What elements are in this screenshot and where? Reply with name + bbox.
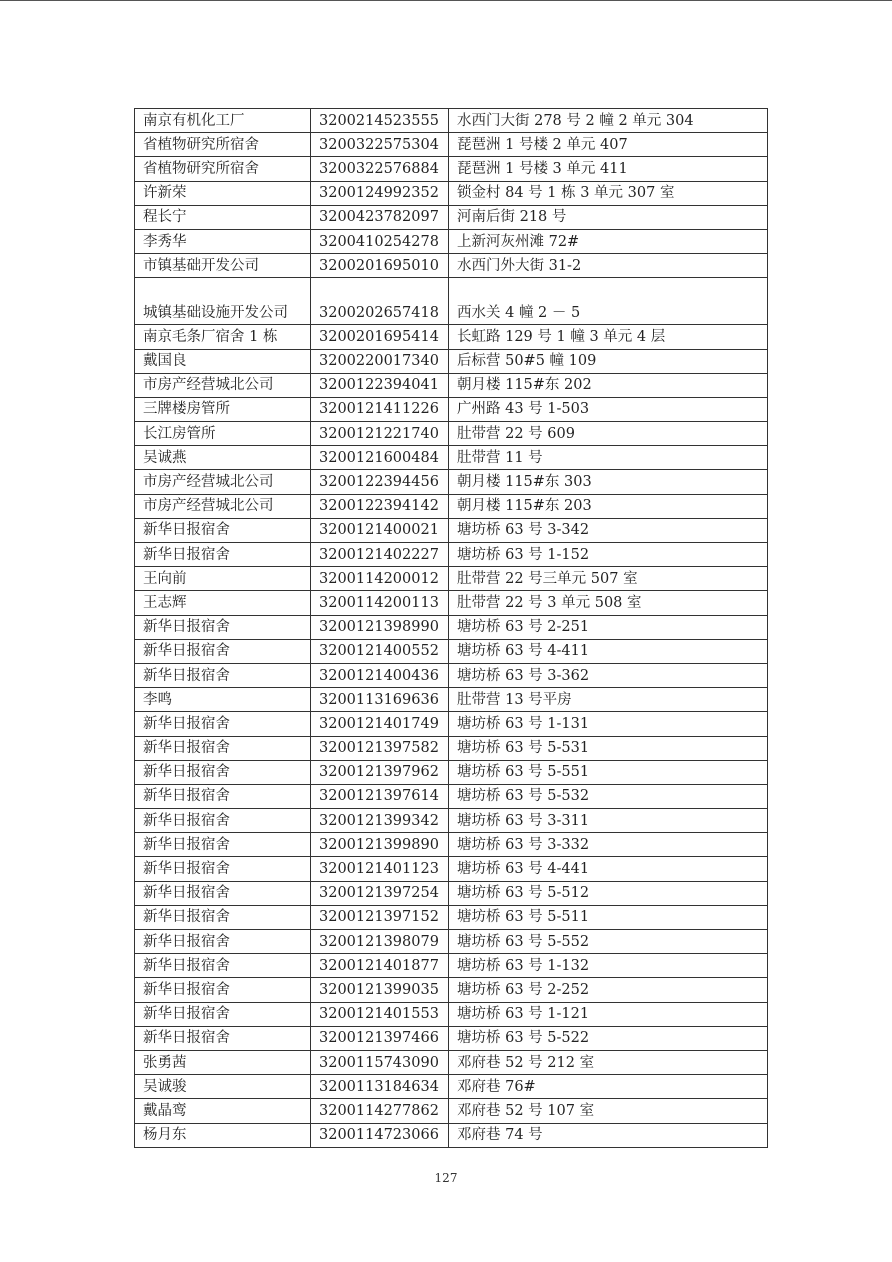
address-cell: 长虹路 129 号 1 幢 3 单元 4 层 xyxy=(449,325,768,349)
account-number-cell: 3200114723066 xyxy=(311,1123,449,1147)
page-number: 127 xyxy=(434,1171,458,1185)
address-cell: 西水关 4 幢 2 － 5 xyxy=(449,278,768,325)
name-cell: 新华日报宿舍 xyxy=(135,712,311,736)
name-cell: 新华日报宿舍 xyxy=(135,857,311,881)
name-cell: 新华日报宿舍 xyxy=(135,833,311,857)
table-row xyxy=(135,809,768,833)
name-cell: 新华日报宿舍 xyxy=(135,639,311,663)
name-cell: 省植物研究所宿舍 xyxy=(135,133,311,157)
account-number-cell: 3200113169636 xyxy=(311,688,449,712)
address-cell: 塘坊桥 63 号 2-252 xyxy=(449,978,768,1002)
name-cell: 戴晶鸾 xyxy=(135,1099,311,1123)
table-row xyxy=(135,1050,768,1074)
name-cell: 杨月东 xyxy=(135,1123,311,1147)
name-cell: 市房产经营城北公司 xyxy=(135,470,311,494)
address-cell: 塘坊桥 63 号 4-411 xyxy=(449,639,768,663)
address-cell: 塘坊桥 63 号 3-311 xyxy=(449,809,768,833)
table-row xyxy=(135,1123,768,1147)
name-cell: 新华日报宿舍 xyxy=(135,736,311,760)
account-number-cell: 3200121397582 xyxy=(311,736,449,760)
name-cell: 新华日报宿舍 xyxy=(135,881,311,905)
address-cell: 朝月楼 115#东 303 xyxy=(449,470,768,494)
account-number-cell: 3200121397152 xyxy=(311,905,449,929)
address-cell: 塘坊桥 63 号 1-132 xyxy=(449,954,768,978)
table-row xyxy=(135,470,768,494)
address-cell: 塘坊桥 63 号 5-551 xyxy=(449,760,768,784)
account-number-cell: 3200121401749 xyxy=(311,712,449,736)
table-row xyxy=(135,325,768,349)
table-row xyxy=(135,373,768,397)
table-row xyxy=(135,181,768,205)
address-cell: 广州路 43 号 1-503 xyxy=(449,397,768,421)
table-row xyxy=(135,736,768,760)
table-row xyxy=(135,591,768,615)
name-cell: 新华日报宿舍 xyxy=(135,930,311,954)
account-number-cell: 3200124992352 xyxy=(311,181,449,205)
table-row xyxy=(135,278,768,325)
address-cell: 琵琶洲 1 号楼 3 单元 411 xyxy=(449,157,768,181)
address-cell: 水西门外大街 31-2 xyxy=(449,254,768,278)
address-cell: 邓府巷 76# xyxy=(449,1075,768,1099)
account-number-cell: 3200121401123 xyxy=(311,857,449,881)
name-cell: 省植物研究所宿舍 xyxy=(135,157,311,181)
name-cell: 张勇茜 xyxy=(135,1050,311,1074)
table-row xyxy=(135,688,768,712)
name-cell: 南京有机化工厂 xyxy=(135,109,311,133)
table-row xyxy=(135,615,768,639)
table-row xyxy=(135,930,768,954)
table-row xyxy=(135,133,768,157)
account-number-cell: 3200121401877 xyxy=(311,954,449,978)
address-cell: 塘坊桥 63 号 5-511 xyxy=(449,905,768,929)
table-row xyxy=(135,1075,768,1099)
address-cell: 塘坊桥 63 号 5-531 xyxy=(449,736,768,760)
account-number-cell: 3200121397254 xyxy=(311,881,449,905)
address-cell: 水西门大街 278 号 2 幢 2 单元 304 xyxy=(449,109,768,133)
account-number-cell: 3200214523555 xyxy=(311,109,449,133)
table-row xyxy=(135,857,768,881)
table-row xyxy=(135,712,768,736)
name-cell: 市镇基础开发公司 xyxy=(135,254,311,278)
account-number-cell: 3200201695414 xyxy=(311,325,449,349)
table-row xyxy=(135,422,768,446)
name-cell: 市房产经营城北公司 xyxy=(135,373,311,397)
name-cell: 许新荣 xyxy=(135,181,311,205)
address-cell: 肚带营 13 号平房 xyxy=(449,688,768,712)
name-cell: 市房产经营城北公司 xyxy=(135,494,311,518)
account-number-cell: 3200121397962 xyxy=(311,760,449,784)
name-cell: 新华日报宿舍 xyxy=(135,978,311,1002)
account-number-cell: 3200121600484 xyxy=(311,446,449,470)
address-cell: 塘坊桥 63 号 1-131 xyxy=(449,712,768,736)
name-cell: 王志辉 xyxy=(135,591,311,615)
table-row xyxy=(135,254,768,278)
top-border-line xyxy=(0,0,892,1)
address-cell: 塘坊桥 63 号 3-342 xyxy=(449,518,768,542)
address-cell: 塘坊桥 63 号 5-522 xyxy=(449,1026,768,1050)
table-row xyxy=(135,109,768,133)
table-row xyxy=(135,543,768,567)
account-table xyxy=(134,108,768,1148)
name-cell: 李秀华 xyxy=(135,229,311,253)
name-cell: 吴诚骏 xyxy=(135,1075,311,1099)
account-number-cell: 3200220017340 xyxy=(311,349,449,373)
account-number-cell: 3200121398990 xyxy=(311,615,449,639)
address-cell: 肚带营 22 号 3 单元 508 室 xyxy=(449,591,768,615)
name-cell: 新华日报宿舍 xyxy=(135,1002,311,1026)
name-cell: 新华日报宿舍 xyxy=(135,784,311,808)
address-cell: 上新河灰州滩 72# xyxy=(449,229,768,253)
address-cell: 肚带营 11 号 xyxy=(449,446,768,470)
address-cell: 邓府巷 74 号 xyxy=(449,1123,768,1147)
name-cell: 长江房管所 xyxy=(135,422,311,446)
account-number-cell: 3200121400436 xyxy=(311,663,449,687)
account-number-cell: 3200114200012 xyxy=(311,567,449,591)
name-cell: 新华日报宿舍 xyxy=(135,905,311,929)
account-number-cell: 3200114277862 xyxy=(311,1099,449,1123)
name-cell: 戴国良 xyxy=(135,349,311,373)
account-number-cell: 3200121398079 xyxy=(311,930,449,954)
account-number-cell: 3200121221740 xyxy=(311,422,449,446)
address-cell: 塘坊桥 63 号 4-441 xyxy=(449,857,768,881)
table-row xyxy=(135,905,768,929)
name-cell: 吴诚燕 xyxy=(135,446,311,470)
table-row xyxy=(135,1026,768,1050)
address-cell: 塘坊桥 63 号 2-251 xyxy=(449,615,768,639)
name-cell: 新华日报宿舍 xyxy=(135,663,311,687)
address-cell: 琵琶洲 1 号楼 2 单元 407 xyxy=(449,133,768,157)
account-number-cell: 3200121397614 xyxy=(311,784,449,808)
account-number-cell: 3200423782097 xyxy=(311,205,449,229)
address-cell: 锁金村 84 号 1 栋 3 单元 307 室 xyxy=(449,181,768,205)
account-number-cell: 3200121400021 xyxy=(311,518,449,542)
name-cell: 新华日报宿舍 xyxy=(135,543,311,567)
name-cell: 李鸣 xyxy=(135,688,311,712)
table-row xyxy=(135,349,768,373)
table-row xyxy=(135,205,768,229)
account-table-body xyxy=(135,109,768,1148)
address-cell: 塘坊桥 63 号 1-152 xyxy=(449,543,768,567)
address-cell: 河南后街 218 号 xyxy=(449,205,768,229)
account-number-cell: 3200114200113 xyxy=(311,591,449,615)
name-cell: 新华日报宿舍 xyxy=(135,809,311,833)
address-cell: 塘坊桥 63 号 5-552 xyxy=(449,930,768,954)
table-row xyxy=(135,954,768,978)
account-number-cell: 3200121399342 xyxy=(311,809,449,833)
address-cell: 朝月楼 115#东 202 xyxy=(449,373,768,397)
account-number-cell: 3200113184634 xyxy=(311,1075,449,1099)
name-cell: 新华日报宿舍 xyxy=(135,1026,311,1050)
table-row xyxy=(135,1099,768,1123)
table-row xyxy=(135,446,768,470)
table-row xyxy=(135,978,768,1002)
account-number-cell: 3200122394041 xyxy=(311,373,449,397)
table-row xyxy=(135,518,768,542)
account-number-cell: 3200121397466 xyxy=(311,1026,449,1050)
table-row xyxy=(135,760,768,784)
name-cell: 程长宁 xyxy=(135,205,311,229)
name-cell: 三牌楼房管所 xyxy=(135,397,311,421)
table-row xyxy=(135,663,768,687)
account-number-cell: 3200121401553 xyxy=(311,1002,449,1026)
account-number-cell: 3200122394456 xyxy=(311,470,449,494)
address-cell: 塘坊桥 63 号 3-332 xyxy=(449,833,768,857)
address-cell: 塘坊桥 63 号 5-532 xyxy=(449,784,768,808)
address-cell: 后标营 50#5 幢 109 xyxy=(449,349,768,373)
table-row xyxy=(135,157,768,181)
account-number-cell: 3200322576884 xyxy=(311,157,449,181)
table-row xyxy=(135,397,768,421)
table-row xyxy=(135,784,768,808)
name-cell: 新华日报宿舍 xyxy=(135,518,311,542)
table-row xyxy=(135,639,768,663)
name-cell: 南京毛条厂宿舍 1 栋 xyxy=(135,325,311,349)
name-cell: 新华日报宿舍 xyxy=(135,615,311,639)
address-cell: 朝月楼 115#东 203 xyxy=(449,494,768,518)
table-row xyxy=(135,494,768,518)
table-row xyxy=(135,881,768,905)
account-number-cell: 3200121399035 xyxy=(311,978,449,1002)
table-row xyxy=(135,567,768,591)
account-number-cell: 3200410254278 xyxy=(311,229,449,253)
address-cell: 塘坊桥 63 号 3-362 xyxy=(449,663,768,687)
account-number-cell: 3200122394142 xyxy=(311,494,449,518)
account-number-cell: 3200202657418 xyxy=(311,278,449,325)
address-cell: 塘坊桥 63 号 1-121 xyxy=(449,1002,768,1026)
table-row xyxy=(135,833,768,857)
account-number-cell: 3200115743090 xyxy=(311,1050,449,1074)
account-number-cell: 3200121411226 xyxy=(311,397,449,421)
account-number-cell: 3200121400552 xyxy=(311,639,449,663)
account-number-cell: 3200201695010 xyxy=(311,254,449,278)
name-cell: 城镇基础设施开发公司 xyxy=(135,278,311,325)
name-cell: 新华日报宿舍 xyxy=(135,760,311,784)
table-row xyxy=(135,229,768,253)
address-cell: 邓府巷 52 号 212 室 xyxy=(449,1050,768,1074)
address-cell: 塘坊桥 63 号 5-512 xyxy=(449,881,768,905)
account-number-cell: 3200322575304 xyxy=(311,133,449,157)
name-cell: 新华日报宿舍 xyxy=(135,954,311,978)
name-cell: 王向前 xyxy=(135,567,311,591)
table-row xyxy=(135,1002,768,1026)
address-cell: 肚带营 22 号 609 xyxy=(449,422,768,446)
account-number-cell: 3200121402227 xyxy=(311,543,449,567)
account-number-cell: 3200121399890 xyxy=(311,833,449,857)
address-cell: 邓府巷 52 号 107 室 xyxy=(449,1099,768,1123)
address-cell: 肚带营 22 号三单元 507 室 xyxy=(449,567,768,591)
